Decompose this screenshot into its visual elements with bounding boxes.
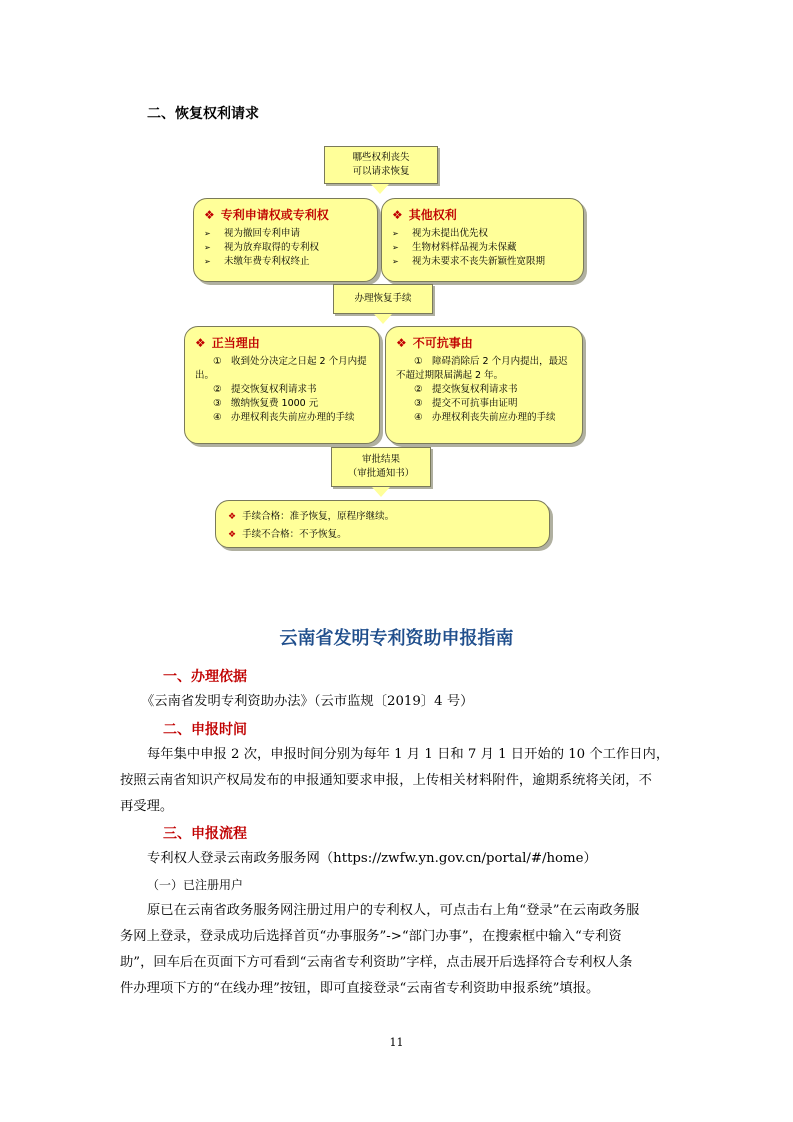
paragraph: 《云南省发明专利资助办法》（云市监规〔2019〕4 号） [141, 694, 474, 709]
flow-right2-item: ③ 提交不可抗事由证明 [414, 398, 518, 409]
text-line: 助”，回车后在页面下方可看到“云南省专利资助”字样，点击展开后选择符合专利权人条 [120, 955, 633, 970]
arrowhead-bullet-icon: ➢ [392, 243, 399, 252]
diamond-bullet-icon: ❖ [195, 336, 206, 350]
flow-right1-item: ➢ 生物材料样品视为未保藏 [392, 242, 517, 253]
flow-right1-heading: ❖ 其他权利 [392, 208, 457, 222]
flow-right2-item: ① 障碍消除后 2 个月内提出，最迟不超过期限届满起 2 年。 [396, 356, 568, 381]
flow-left2-item: ① 收到处分决定之日起 2 个月内提出。 [195, 356, 367, 381]
arrowhead-bullet-icon: ➢ [204, 229, 211, 238]
flow-right-box-1 [381, 198, 584, 282]
paragraph [120, 898, 707, 1002]
flow-arrow [372, 487, 390, 497]
text-line: 务网上登录，登录成功后选择首页“办事服务”->“部门办事”，在搜索框中输入“专利资 [120, 929, 622, 944]
flow-arrow [371, 184, 389, 194]
flow-final-item: ❖ 手续不合格：不予恢复。 [228, 529, 347, 540]
flow-middle-box: 办理恢复手续 [333, 284, 433, 314]
flow-left1-item: ➢ 未缴年费专利权终止 [204, 256, 310, 267]
diamond-bullet-icon: ❖ [392, 208, 403, 222]
document-title: 云南省发明专利资助申报指南 [279, 628, 514, 649]
flow-right-box-2 [385, 326, 583, 444]
arrowhead-bullet-icon: ➢ [392, 257, 399, 266]
flow-top-line2: 可以请求恢复 [352, 166, 410, 177]
flow-left1-item: ➢ 视为撤回专利申请 [204, 228, 301, 239]
page-number: 11 [389, 1036, 404, 1049]
flow-arrow [374, 314, 392, 324]
text-line: 件办理项下方的“在线办理”按钮，即可直接登录“云南省专利资助申报系统”填报。 [120, 981, 600, 996]
text-line: 原已在云南省政务服务网注册过用户的专利权人，可点击右上角“登录”在云南政务服 [147, 903, 640, 918]
paragraph: 专利权人登录云南政务服务网（https://zwfw.yn.gov.cn/portal/#/home） [147, 851, 597, 866]
text-line: 再受理。 [120, 799, 174, 814]
flow-result-box [331, 447, 431, 487]
flow-final-item: ❖ 手续合格：准予恢复，原程序继续。 [228, 511, 395, 522]
flow-top-line1: 哪些权利丧失 [352, 152, 410, 163]
flow-left-box-1 [193, 198, 378, 282]
diamond-bullet-icon: ❖ [228, 530, 237, 540]
section-heading: 二、恢复权利请求 [147, 106, 259, 122]
flow-left2-item: ③ 缴纳恢复费 1000 元 [213, 398, 319, 409]
flow-top-box [324, 146, 438, 184]
flow-right1-item: ➢ 视为未要求不丧失新颖性宽限期 [392, 256, 546, 267]
section-heading-1: 一、办理依据 [163, 669, 247, 685]
diamond-bullet-icon: ❖ [396, 336, 407, 350]
flow-left1-heading: ❖ 专利申请权或专利权 [204, 208, 329, 222]
flow-left2-heading: ❖ 正当理由 [195, 336, 260, 350]
paragraph [120, 742, 707, 820]
flow-left1-item: ➢ 视为放弃取得的专利权 [204, 242, 320, 253]
section-heading-2: 二、申报时间 [163, 722, 247, 738]
flow-right1-item: ➢ 视为未提出优先权 [392, 228, 489, 239]
flow-final-box [215, 500, 550, 548]
flow-left2-item: ② 提交恢复权利请求书 [213, 384, 317, 395]
flow-left-box-2 [184, 326, 380, 444]
diamond-bullet-icon: ❖ [228, 512, 237, 522]
section-heading-3: 三、申报流程 [163, 826, 247, 842]
arrowhead-bullet-icon: ➢ [204, 257, 211, 266]
flow-right2-item: ④ 办理权利丧失前应办理的手续 [414, 412, 556, 423]
text-line: 按照云南省知识产权局发布的申报通知要求申报，上传相关材料附件，逾期系统将关闭，不 [120, 773, 652, 788]
text-line: 每年集中申报 2 次，申报时间分别为每年 1 月 1 日和 7 月 1 日开始的 10 个工作日内， [147, 747, 670, 762]
flow-result-line2: （审批通知书） [347, 468, 415, 479]
flow-right2-item: ② 提交恢复权利请求书 [414, 384, 518, 395]
diamond-bullet-icon: ❖ [204, 208, 215, 222]
arrowhead-bullet-icon: ➢ [392, 229, 399, 238]
flow-left2-item: ④ 办理权利丧失前应办理的手续 [213, 412, 355, 423]
flow-result-line1: 审批结果 [361, 454, 400, 465]
arrowhead-bullet-icon: ➢ [204, 243, 211, 252]
flow-right2-heading: ❖ 不可抗事由 [396, 336, 473, 350]
subsection-heading: （一）已注册用户 [147, 878, 244, 892]
